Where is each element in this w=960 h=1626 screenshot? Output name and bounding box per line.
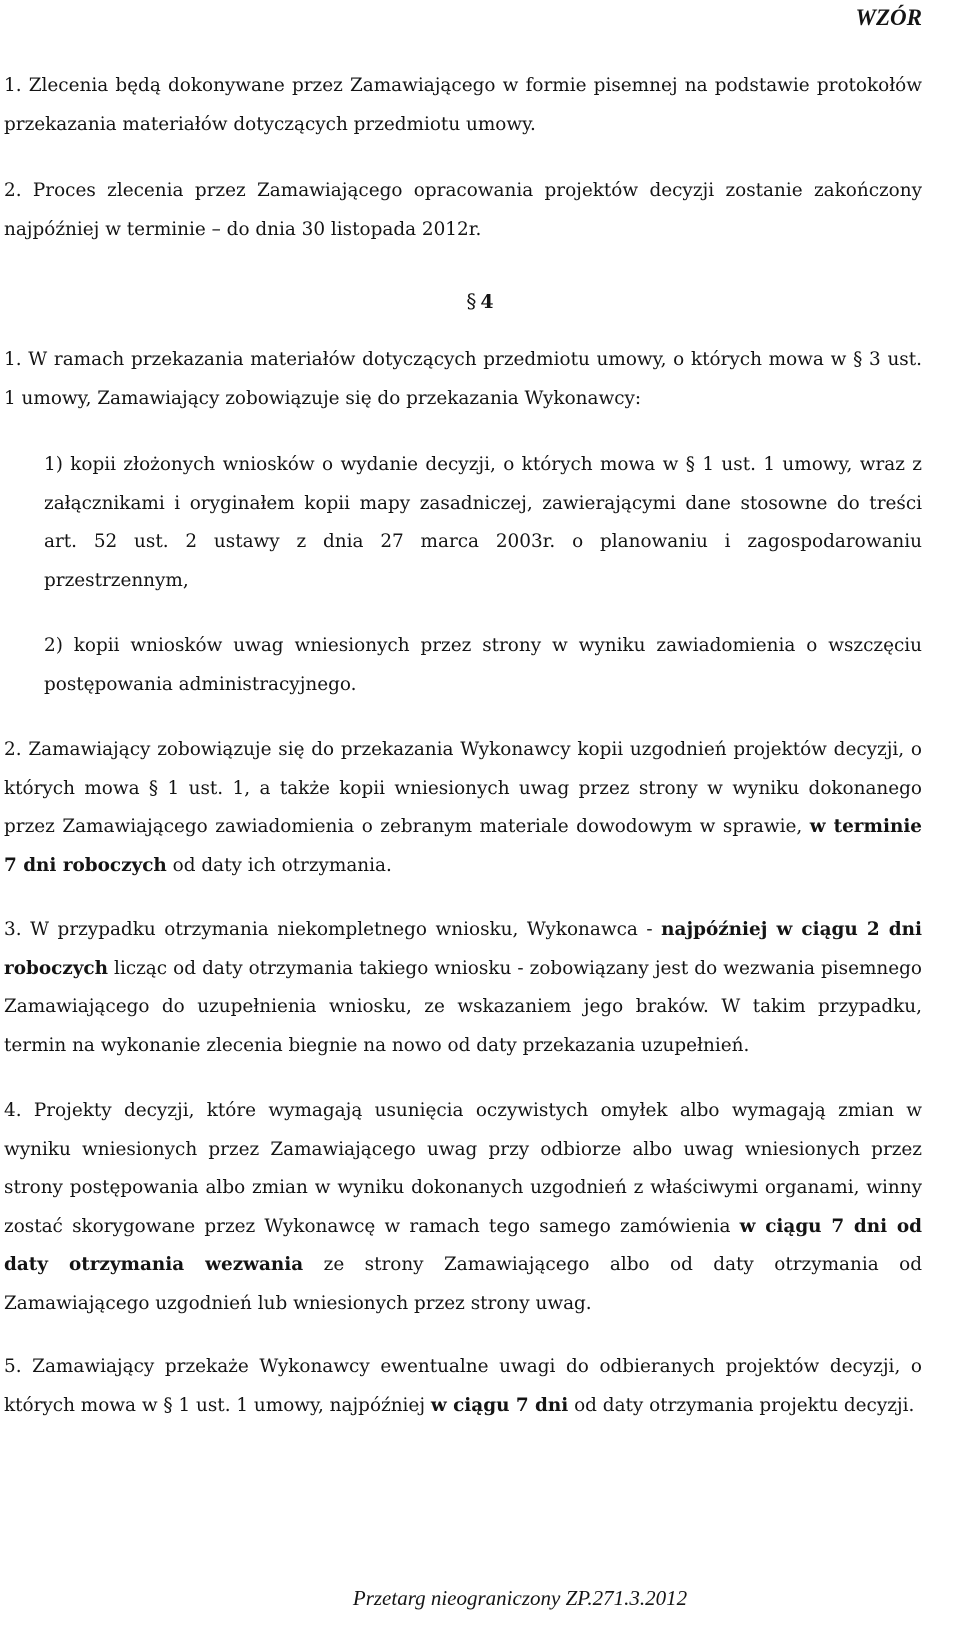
footer-text: Przetarg nieograniczony ZP.271.3.2012 xyxy=(352,1586,688,1610)
paragraph-7-deadline: w ciągu 7 dni xyxy=(430,1394,569,1416)
paragraph-5-deadline: najpóźniej w ciągu 2 dni roboczych xyxy=(4,919,922,979)
page-footer xyxy=(0,1583,960,1613)
paragraph-4-tail: od daty ich otrzymania. xyxy=(166,854,392,876)
paragraph-5 xyxy=(4,911,922,1065)
paragraph-4-deadline: w terminie 7 dni roboczych xyxy=(4,816,923,876)
section-symbol: § xyxy=(466,289,477,313)
paragraph-4-text: 2. Zamawiający zobowiązuje się do przekazania Wykonawcy kopii uzgodnień projektów decyzji, o których mowa § 1 ust. 1, a także kopii wniesionych uwag przez strony w wyniku dokonanego przez Zamawiającego zawiadomienia o zebranym materiale dowodowym w sprawie, xyxy=(4,739,922,837)
paragraph-2: 2. Proces zlecenia przez Zamawiającego opracowania projektów decyzji zostanie zakończony najpóźniej w terminie – do dnia 30 listopada 2012r. xyxy=(4,180,922,240)
paragraph-5-text: 3. W przypadku otrzymania niekompletnego wniosku, Wykonawca - xyxy=(4,919,662,940)
paragraph-4 xyxy=(4,731,922,885)
paragraph-6-deadline: w ciągu 7 dni od daty otrzymania wezwania xyxy=(4,1215,922,1275)
paragraph-3: 1. W ramach przekazania materiałów dotyczących przedmiotu umowy, o których mowa w § 3 ust. 1 umowy, Zamawiający zobowiązuje się do przekazania Wykonawcy: xyxy=(4,349,922,409)
section-number: 4 xyxy=(480,291,494,313)
section-heading xyxy=(0,282,960,321)
paragraph-7 xyxy=(4,1348,922,1425)
list-item-2: 2) kopii wniosków uwag wniesionych przez strony w wyniku zawiadomienia o wszczęciu postępowania administracyjnego. xyxy=(44,635,922,695)
paragraph-6-text: 4. Projekty decyzji, które wymagają usunięcia oczywistych omyłek albo wymagają zmian w wyniku wniesionych przez Zamawiającego uwag przy odbiorze albo uwag wniesionych przez strony postępowania albo zmian w wyniku dokonanych uzgodnień z właściwymi organami, winny zostać skorygowane przez Wykonawcę w ramach tego samego zamówienia xyxy=(4,1100,922,1237)
paragraph-1: 1. Zlecenia będą dokonywane przez Zamawiającego w formie pisemnej na podstawie protokołów przekazania materiałów dotyczących przedmiotu umowy. xyxy=(4,75,922,135)
list-item-1: 1) kopii złożonych wniosków o wydanie decyzji, o których mowa w § 1 ust. 1 umowy, wraz z załącznikami i oryginałem kopii mapy zasadniczej, zawierającymi dane stosowne do treści art. 52 ust. 2 ustawy z dnia 27 marca 2003r. o planowaniu i zagospodarowaniu przestrzennym, xyxy=(44,454,922,591)
sample-label: WZÓR xyxy=(855,5,922,30)
paragraph-7-text: 5. Zamawiający przekaże Wykonawcy ewentualne uwagi do odbieranych projektów decyzji, o których mowa w § 1 ust. 1 umowy, najpóźniej xyxy=(4,1356,922,1416)
paragraph-5-tail: licząc od daty otrzymania takiego wniosku - zobowiązany jest do wezwania pisemnego Zamawiającego do uzupełnienia wniosku, ze wskazaniem jego braków. W takim przypadku, termin na wykonanie zlecenia biegnie na nowo od daty przekazania uzupełnień. xyxy=(4,957,922,1056)
paragraph-6-tail: ze strony Zamawiającego albo od daty otrzymania od Zamawiającego uzgodnień lub wniesionych przez strony uwag. xyxy=(4,1254,922,1314)
paragraph-7-tail: od daty otrzymania projektu decyzji. xyxy=(568,1394,915,1416)
paragraph-6 xyxy=(4,1092,922,1323)
